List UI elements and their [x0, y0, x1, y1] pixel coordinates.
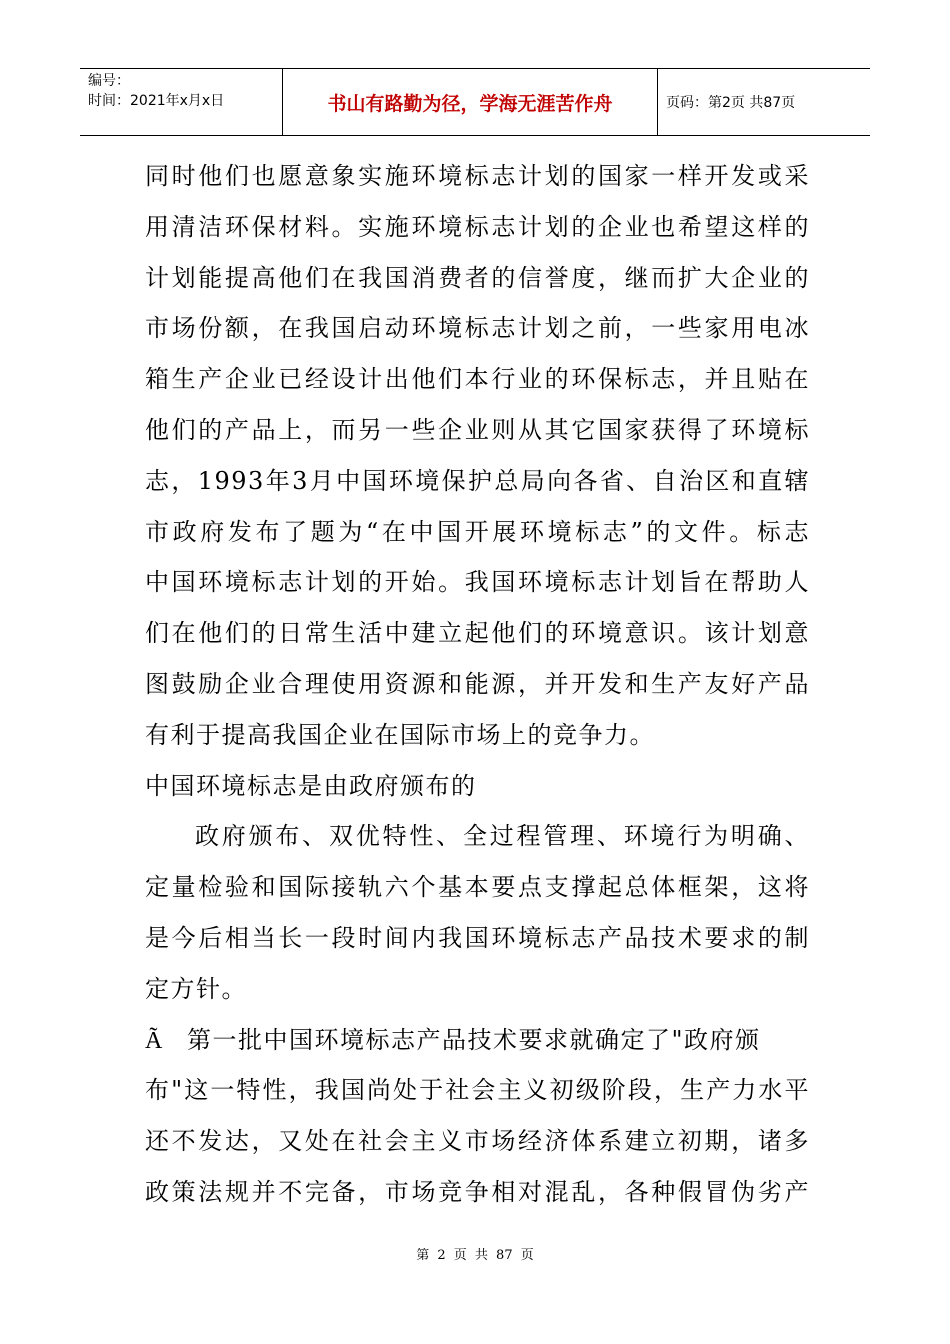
body-line: 有利于提高我国企业在国际市场上的竞争力。	[145, 720, 655, 749]
body-line: 图鼓励企业合理使用资源和能源，并开发和生产友好产品	[145, 669, 810, 698]
motto-text: 书山有路勤为径，学海无涯苦作舟	[327, 92, 613, 115]
body-line: 中国环境标志计划的开始。我国环境标志计划旨在帮助人	[145, 568, 810, 597]
serial-number-label: 编号：	[88, 73, 130, 89]
body-line: 市政府发布了题为“在中国开展环境标志”的文件。标志	[145, 517, 810, 546]
body-line: 用清洁环保材料。实施环境标志计划的企业也希望这样的	[145, 212, 810, 241]
body-line: 同时他们也愿意象实施环境标志计划的国家一样开发或采	[145, 162, 810, 190]
document-body	[145, 151, 810, 1218]
footer-page-number: 第 2 页 共 87 页	[416, 1248, 534, 1263]
body-line: 他们的产品上，而另一些企业则从其它国家获得了环境标	[145, 415, 810, 444]
date-label: 时间：2021年x月x日	[88, 93, 225, 109]
body-line: 还不发达，又处在社会主义市场经济体系建立初期，诸多	[145, 1127, 810, 1156]
header-motto-cell	[283, 69, 658, 135]
bullet-icon: Ã	[145, 1027, 164, 1054]
body-line: 布"这一特性，我国尚处于社会主义初级阶段，生产力水平	[145, 1076, 810, 1105]
bullet-item	[145, 1015, 810, 1066]
body-line: 计划能提高他们在我国消费者的信誉度，继而扩大企业的	[145, 263, 810, 292]
bullet-first-line: 第一批中国环境标志产品技术要求就确定了"政府颁	[187, 1025, 761, 1054]
page-info-text: 页码：第2页 共87页	[666, 95, 796, 111]
body-line: 志，1993年3月中国环境保护总局向各省、自治区和直辖	[145, 466, 810, 495]
body-line: 是今后相当长一段时间内我国环境标志产品技术要求的制	[145, 923, 810, 952]
body-line: 定方针。	[145, 974, 247, 1003]
body-line: 们在他们的日常生活中建立起他们的环境意识。该计划意	[145, 619, 810, 648]
body-line: 政府颁布、双优特性、全过程管理、环境行为明确、	[195, 822, 810, 851]
section-heading: 中国环境标志是由政府颁布的	[145, 771, 477, 800]
body-line: 政策法规并不完备，市场竞争相对混乱，各种假冒伪劣产	[145, 1177, 810, 1206]
header-meta-cell	[80, 69, 283, 135]
body-line: 市场份额，在我国启动环境标志计划之前，一些家用电冰	[145, 314, 810, 343]
body-line: 箱生产企业已经设计出他们本行业的环保标志，并且贴在	[145, 365, 810, 394]
page-header	[80, 68, 870, 136]
header-page-cell	[658, 69, 870, 135]
page-footer	[0, 1244, 950, 1263]
body-line: 定量检验和国际接轨六个基本要点支撑起总体框架，这将	[145, 873, 810, 902]
